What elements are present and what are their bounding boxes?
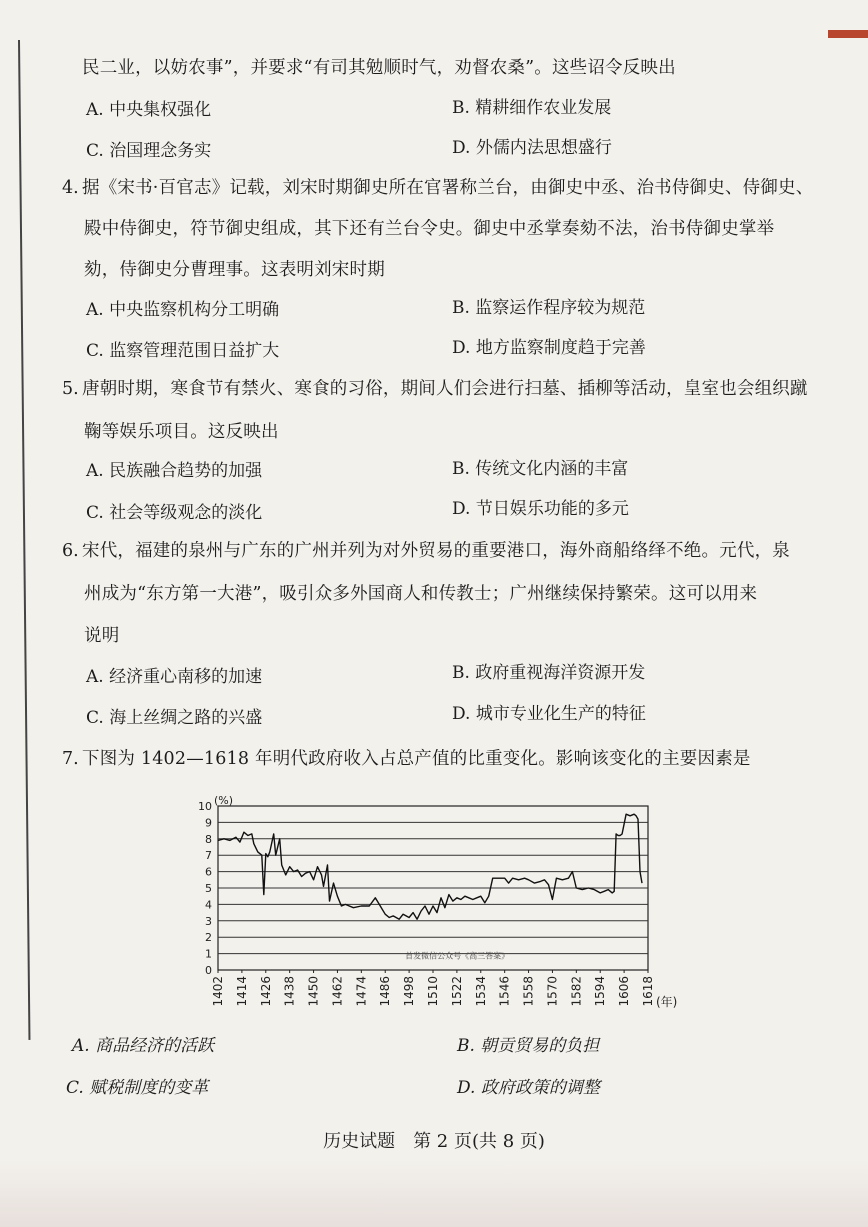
question-6-number: 6. <box>62 541 79 561</box>
q3-option-b: B. 精耕细作农业发展 <box>452 98 612 118</box>
x-tick-label: 1474 <box>354 976 369 1007</box>
x-tick-label: 1594 <box>593 976 608 1007</box>
q7-option-b: B. 朝贡贸易的负担 <box>457 1036 600 1056</box>
question-6-line-3: 说明 <box>84 626 120 646</box>
q6-option-c: C. 海上丝绸之路的兴盛 <box>86 708 263 728</box>
chart-watermark: 首发微信公众号《高三答案》 <box>405 951 510 961</box>
y-tick-label: 6 <box>205 865 212 879</box>
x-tick-label: 1570 <box>545 976 560 1007</box>
x-tick-label: 1450 <box>306 976 321 1007</box>
q5-option-a: A. 民族融合趋势的加强 <box>86 461 263 481</box>
y-unit-label: (%) <box>214 794 234 807</box>
page-bottom-shade <box>0 1160 868 1227</box>
x-tick-label: 1402 <box>211 976 225 1007</box>
binding-margin-line <box>18 40 30 1040</box>
x-tick-label: 1462 <box>330 976 345 1007</box>
x-tick-label: 1546 <box>497 976 512 1007</box>
y-tick-label: 9 <box>205 816 212 830</box>
q3-option-a: A. 中央集权强化 <box>86 100 212 120</box>
series-line-0 <box>218 814 642 919</box>
x-tick-label: 1498 <box>402 976 417 1007</box>
page-footer: 历史试题 第 2 页(共 8 页) <box>323 1131 545 1152</box>
question-3-stem-tail: 民二业，以妨农事”，并要求“有司其勉顺时气，劝督农桑”。这些诏令反映出 <box>82 58 676 78</box>
q4-option-d: D. 地方监察制度趋于完善 <box>452 338 646 358</box>
question-7-number: 7. <box>62 749 79 769</box>
x-tick-label: 1618 <box>641 976 655 1007</box>
q5-option-d: D. 节日娱乐功能的多元 <box>452 499 629 519</box>
question-6-line-1: 宋代，福建的泉州与广东的广州并列为对外贸易的重要港口，海外商船络绎不绝。元代，泉 <box>82 541 790 561</box>
y-tick-label: 7 <box>205 849 212 863</box>
q3-option-c: C. 治国理念务实 <box>86 141 212 161</box>
q7-option-a: A. 商品经济的活跃 <box>72 1036 215 1056</box>
revenue-ratio-chart <box>186 792 686 1032</box>
question-6-line-2: 州成为“东方第一大港”，吸引众多外国商人和传教士；广州继续保持繁荣。这可以用来 <box>84 584 758 604</box>
q4-option-b: B. 监察运作程序较为规范 <box>452 298 646 318</box>
question-4-number: 4. <box>62 178 79 198</box>
question-4-line-2: 殿中侍御史，符节御史组成，其下还有兰台令史。御史中丞掌奏劾不法，治书侍御史掌举 <box>84 219 775 239</box>
q6-option-b: B. 政府重视海洋资源开发 <box>452 663 646 683</box>
y-tick-label: 4 <box>205 898 212 912</box>
corner-mark <box>828 30 868 38</box>
y-tick-label: 2 <box>205 931 212 945</box>
question-4-line-3: 劾，侍御史分曹理事。这表明刘宋时期 <box>84 260 385 280</box>
question-5-line-2: 鞠等娱乐项目。这反映出 <box>84 422 279 442</box>
y-tick-label: 1 <box>205 947 212 961</box>
q4-option-c: C. 监察管理范围日益扩大 <box>86 341 280 361</box>
question-5-line-1: 唐朝时期，寒食节有禁火、寒食的习俗，期间人们会进行扫墓、插柳等活动，皇室也会组织蹴 <box>82 379 808 399</box>
q6-option-d: D. 城市专业化生产的特征 <box>452 704 646 724</box>
q5-option-b: B. 传统文化内涵的丰富 <box>452 459 629 479</box>
x-tick-label: 1522 <box>449 976 464 1007</box>
x-tick-label: 1558 <box>521 976 536 1007</box>
y-tick-label: 8 <box>205 832 212 846</box>
y-tick-label: 3 <box>205 914 212 928</box>
question-4-line-1: 据《宋书·百官志》记载，刘宋时期御史所在官署称兰台，由御史中丞、治书侍御史、侍御史、 <box>82 178 814 198</box>
q7-option-c: C. 赋税制度的变革 <box>66 1078 209 1098</box>
q5-option-c: C. 社会等级观念的淡化 <box>86 503 263 523</box>
x-tick-label: 1510 <box>426 976 440 1007</box>
x-tick-label: 1438 <box>282 976 297 1007</box>
y-tick-label: 0 <box>205 964 212 977</box>
x-tick-label: 1534 <box>473 976 488 1007</box>
x-tick-label: 1486 <box>378 976 393 1007</box>
q3-option-d: D. 外儒内法思想盛行 <box>452 138 612 158</box>
revenue-ratio-chart-svg <box>186 792 686 1032</box>
x-tick-label: 1582 <box>569 976 584 1007</box>
question-7-line-1: 下图为 1402—1618 年明代政府收入占总产值的比重变化。影响该变化的主要因素是 <box>82 749 751 769</box>
question-5-number: 5. <box>62 379 79 399</box>
q4-option-a: A. 中央监察机构分工明确 <box>86 300 280 320</box>
x-tick-label: 1426 <box>258 976 273 1007</box>
y-tick-label: 5 <box>205 882 212 895</box>
q7-option-d: D. 政府政策的调整 <box>457 1078 600 1098</box>
x-tick-label: 1606 <box>617 976 632 1007</box>
x-tick-label: 1414 <box>234 976 249 1007</box>
x-unit-label: (年) <box>656 995 678 1009</box>
q6-option-a: A. 经济重心南移的加速 <box>86 667 263 687</box>
y-tick-label: 10 <box>198 800 212 813</box>
